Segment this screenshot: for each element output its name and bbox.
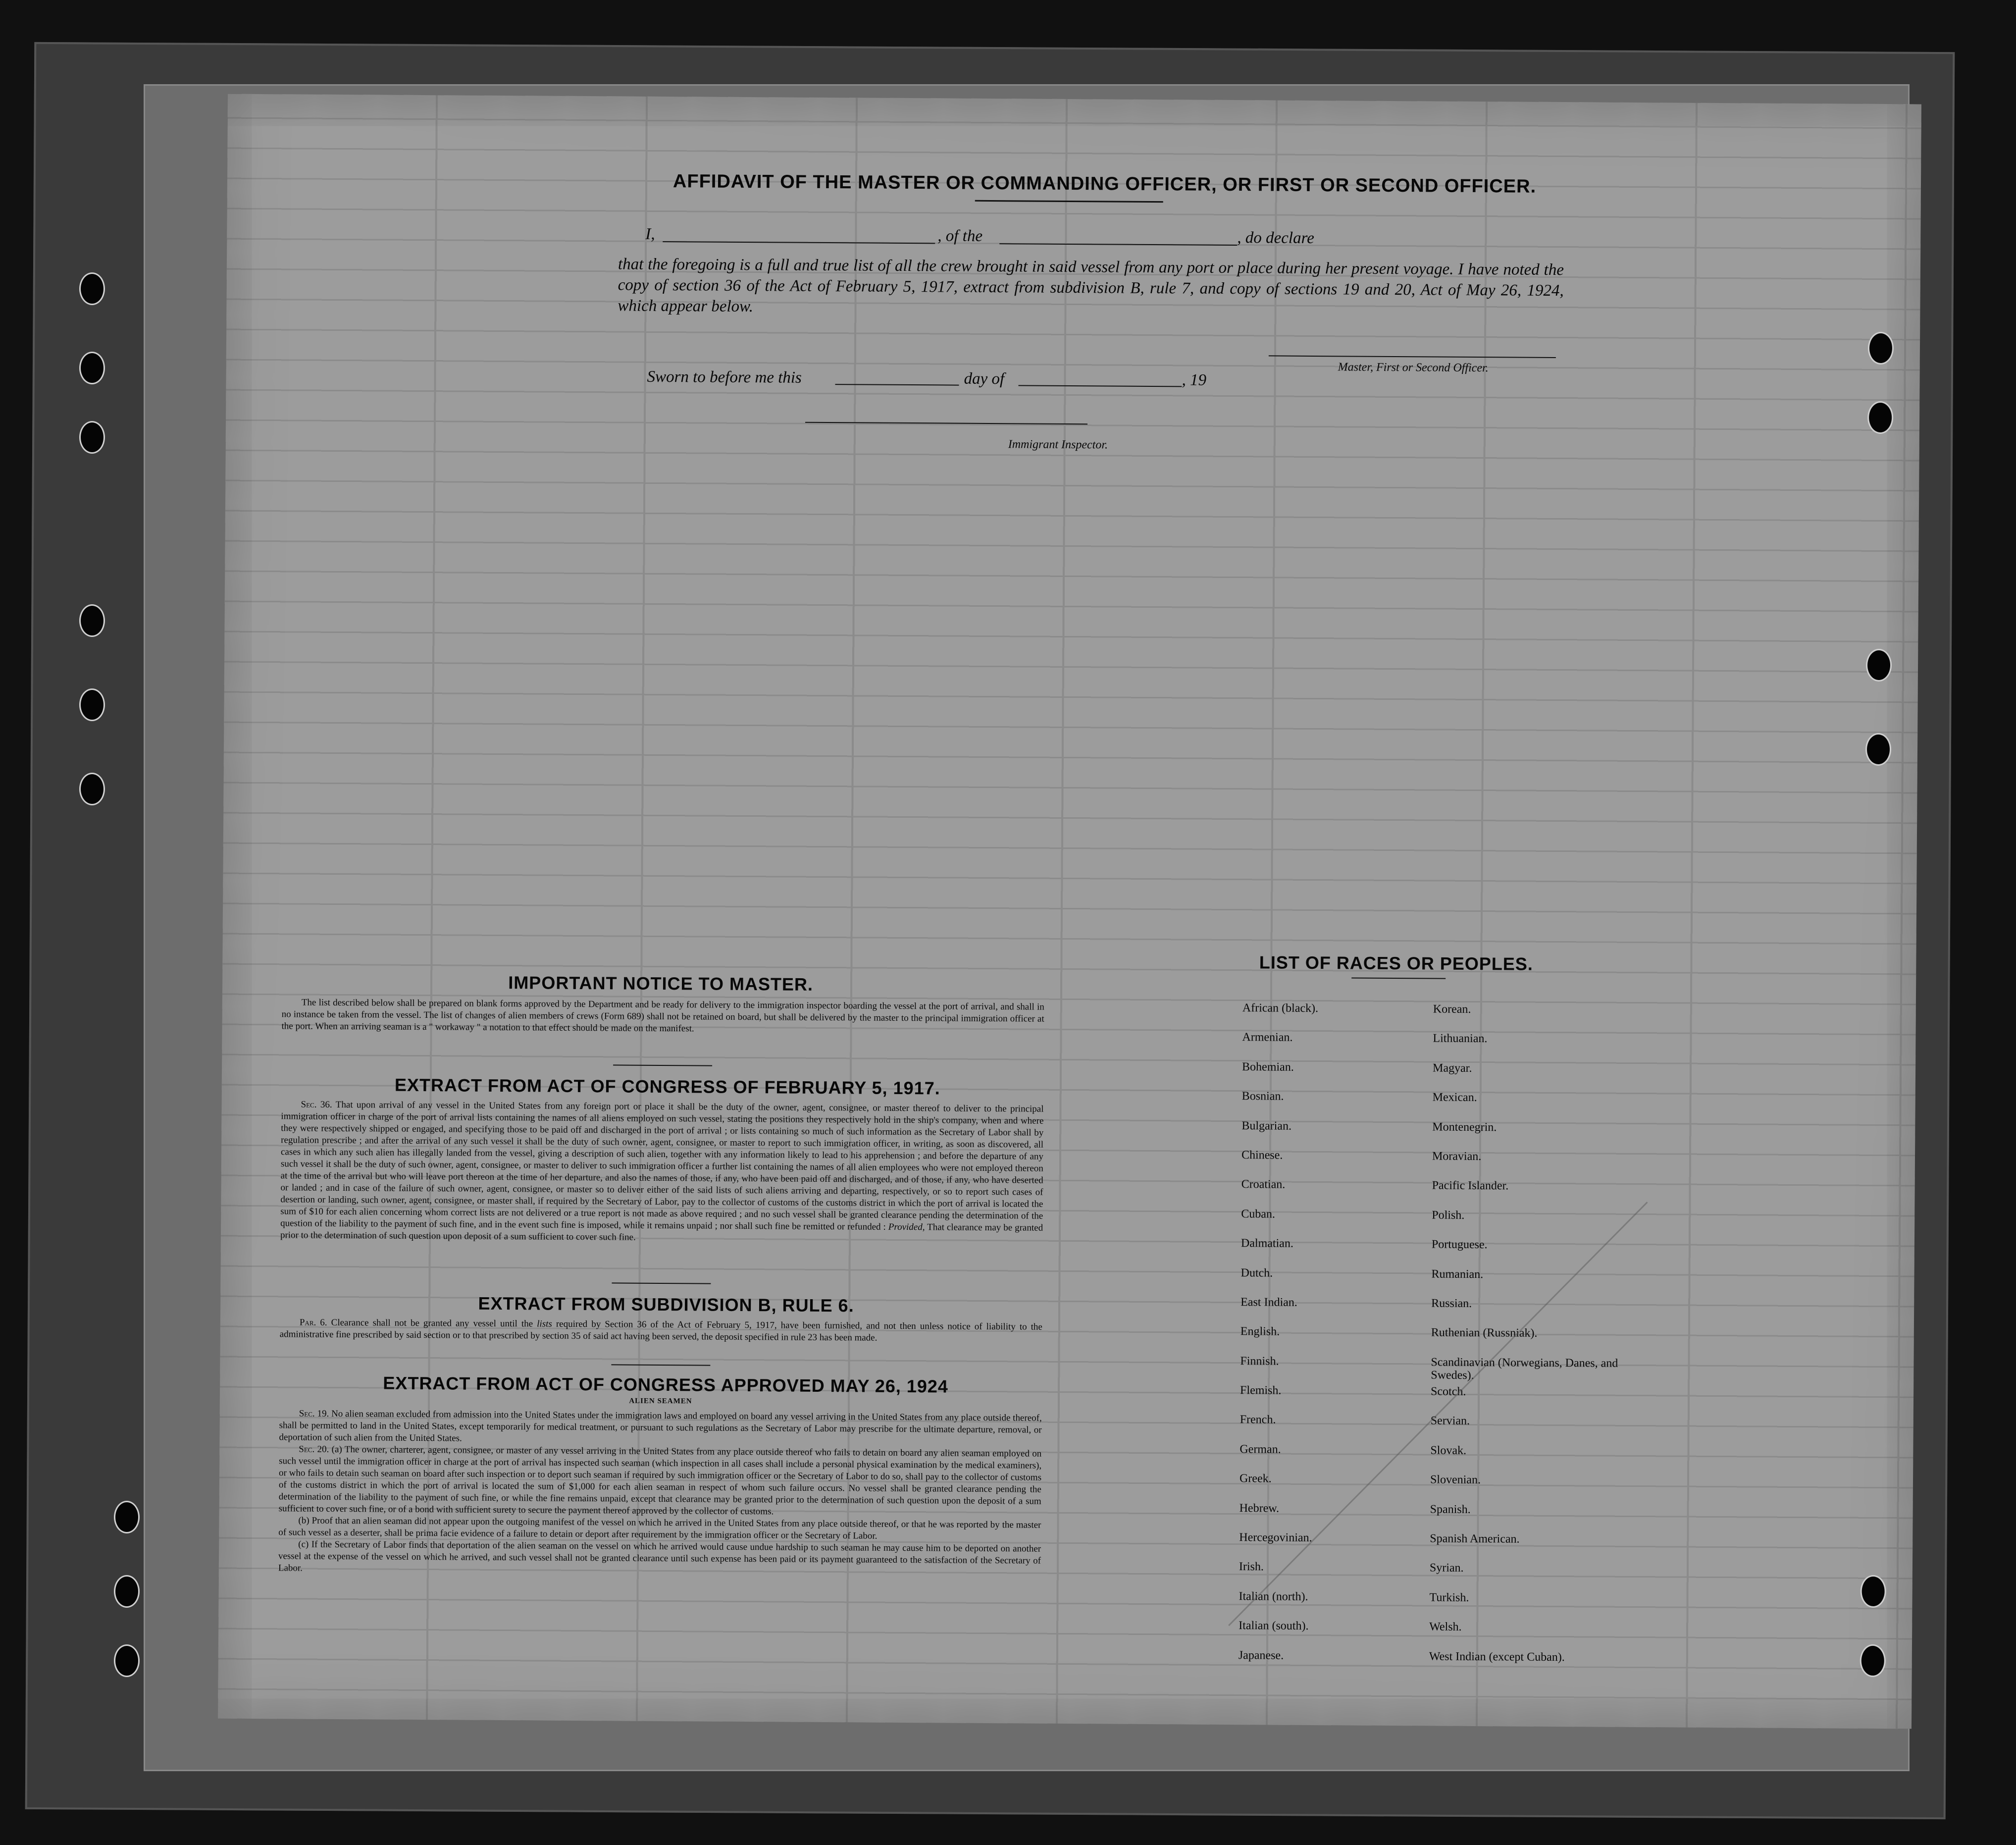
race-item: Korean.: [1433, 1002, 1471, 1016]
sec20b-paragraph: (b) Proof that an alien seaman did not appear upon the outgoing manifest of the vessel on which he arrived in the United States from any place outside thereof, or that he was reported by the master of such vessel as a deserter, shall be prima facie evidence of a failure to detain or deport after requirement by the immigration officer or the Secretary of Labor.: [278, 1515, 1041, 1541]
race-item: Dutch.: [1241, 1266, 1273, 1280]
race-item: Mexican.: [1432, 1091, 1477, 1105]
race-item: Italian (south).: [1239, 1619, 1309, 1633]
alien-seamen-subtitle: ALIEN SEAMEN: [629, 1397, 692, 1406]
punch-hole: [79, 604, 105, 637]
notice-paragraph: The list described below shall be prepared on blank forms approved by the Department and be ready for delivery to the immigration inspector boarding the vessel at the port of arrival, and shall in no instance be taken from the vessel. The list of changes of alien members of crews (Form 689) shall not be retained on board, but shall be delivered by the master to the principal immigration officer at the port. When an arriving seaman is a " workaway " a notation to that effect should be made on the manifest.: [281, 997, 1044, 1034]
race-item: English.: [1240, 1325, 1280, 1338]
punch-hole: [1867, 401, 1893, 434]
race-item: Bohemian.: [1242, 1060, 1294, 1074]
proviso-text: That clearance may be granted prior to the determination of such question upon deposit of a sum sufficient to cover such fine.: [280, 1222, 1043, 1243]
race-item: Russian.: [1431, 1297, 1472, 1310]
sec20-label: Sec. 20.: [299, 1444, 329, 1455]
race-item: Italian (north).: [1239, 1589, 1308, 1603]
race-item: Flemish.: [1240, 1384, 1282, 1397]
race-item: Polish.: [1432, 1209, 1465, 1222]
punch-hole: [79, 773, 105, 805]
punch-hole: [114, 1501, 140, 1533]
pencil-stroke: [1209, 1190, 1657, 1638]
races-title: LIST OF RACES OR PEOPLES.: [1259, 952, 1534, 974]
race-item: Slovenian.: [1430, 1473, 1481, 1487]
sec20a-paragraph: [279, 1443, 1042, 1519]
punch-hole: [79, 352, 105, 384]
extract-1924-body: [278, 1408, 1042, 1579]
punch-hole: [79, 272, 105, 305]
par6-text-b: required by Section 36 of the Act of February 5, 1917, have been furnished, and not then unless notice of liability to the administrative fine prescribed by said section or to that prescribed by section 35 of said act having been served, the deposit specified in rule 23 has been made.: [279, 1318, 1042, 1343]
notice-body: [281, 997, 1044, 1037]
punch-hole: [1866, 649, 1892, 682]
race-item: Cuban.: [1241, 1207, 1276, 1221]
race-item: Moravian.: [1432, 1150, 1482, 1163]
race-item: Slovak.: [1430, 1444, 1467, 1457]
race-item: Syrian.: [1429, 1561, 1464, 1575]
race-item: East Indian.: [1241, 1296, 1297, 1309]
affidavit-body: that the foregoing is a full and true list of all the crew brought in said vessel from any port or place during her present voyage. I have noted the copy of section 36 of the Act of February 5, 1917, extract from subdivision B, rule 7, and copy of sections 19 and 20, Act of May 26, 1924, which appear below.: [618, 255, 1564, 316]
race-item: Spanish.: [1430, 1503, 1471, 1516]
race-item: Rumanian.: [1431, 1267, 1484, 1281]
race-item: Bosnian.: [1241, 1090, 1284, 1103]
extract-1917-title: EXTRACT FROM ACT OF CONGRESS OF FEBRUARY 5, 1917.: [394, 1074, 940, 1099]
affidavit-title: AFFIDAVIT OF THE MASTER OR COMMANDING OFFICER, OR FIRST OR SECOND OFFICER.: [672, 171, 1537, 197]
race-item: Magyar.: [1433, 1061, 1472, 1075]
punch-hole: [1868, 332, 1894, 365]
par6-paragraph: [280, 1317, 1042, 1345]
sworn-year-label: , 19: [1182, 371, 1207, 389]
affidavit-form-page: [218, 94, 1921, 1729]
race-item: Japanese.: [1238, 1648, 1284, 1662]
par6-text-a: Clearance shall not be granted any vessel until the: [331, 1317, 533, 1329]
race-item: Welsh.: [1429, 1620, 1462, 1634]
lists-word: lists: [537, 1318, 552, 1329]
par6-label: Par. 6.: [299, 1317, 327, 1328]
race-item: Finnish.: [1240, 1354, 1279, 1368]
punch-hole: [114, 1644, 140, 1677]
affidavit-i: I,: [645, 225, 655, 243]
sec36-paragraph: [280, 1099, 1044, 1246]
sec20c-paragraph: (c) If the Secretary of Labor finds that deportation of the alien seaman on the vessel on which he arrived would cause undue hardship to such seaman he may cause him to be deported on another vessel at the expense of the vessel on which he arrived, and such vessel shall not be granted clearance until such expense has been paid or its payment guaranteed to the satisfaction of the Secretary of Labor.: [278, 1539, 1041, 1574]
proviso-label: Provided,: [888, 1221, 925, 1233]
race-item: Spanish American.: [1430, 1532, 1520, 1546]
race-item: Turkish.: [1429, 1591, 1469, 1604]
race-item: African (black).: [1242, 1002, 1319, 1015]
race-item: Chinese.: [1241, 1149, 1283, 1162]
sec20a-text: (a) The owner, charterer, agent, consignee, or master of any vessel arriving in the United States from any place outside thereof who fails to detain on board any alien seaman employed on such vessel until the immigration officer in charge at the port of arrival has inspected such seaman (which inspection in all cases shall include a personal physical examination by the medical examiners), or who fails to detain such seaman on board after such inspection or to deport such seaman if required by such immigration officer or the Secretary of Labor to do so, shall pay to the collector of customs of the customs district in which the port of arrival is located the sum of $1,000 for each alien seaman in respect of whom such failure occurs. No vessel shall be granted clearance pending the determination of the liability to the payment of such fine, or while the fine remains unpaid, except that clearance may be granted prior to the determination of such question upon the deposit of a sum sufficient to cover such fine, or of a bond with sufficient surety to secure the payment thereof approved by the collector of customs.: [278, 1444, 1042, 1517]
race-item: Portuguese.: [1431, 1238, 1488, 1252]
race-item: West Indian (except Cuban).: [1429, 1650, 1565, 1664]
race-item: Bulgarian.: [1241, 1119, 1292, 1133]
punch-hole: [1860, 1644, 1886, 1677]
punch-hole: [1865, 733, 1891, 766]
race-item: Irish.: [1239, 1560, 1264, 1574]
extract-1917-body: [280, 1099, 1044, 1246]
race-item: Dalmatian.: [1241, 1237, 1293, 1250]
extract-rule6-body: [280, 1317, 1042, 1345]
race-item: Armenian.: [1242, 1031, 1293, 1045]
race-item: Pacific Islander.: [1432, 1179, 1509, 1193]
race-item: Ruthenian (Russniak).: [1431, 1326, 1538, 1340]
punch-hole: [114, 1575, 140, 1608]
sworn-day-label: day of: [964, 369, 1005, 388]
sworn-prefix: Sworn to before me this: [647, 368, 802, 387]
sec19-label: Sec. 19.: [299, 1408, 329, 1419]
notice-title: IMPORTANT NOTICE TO MASTER.: [508, 972, 814, 995]
punch-hole: [79, 421, 105, 454]
punch-hole: [1860, 1575, 1886, 1608]
race-item: Montenegrin.: [1432, 1120, 1497, 1134]
race-item: Lithuanian.: [1433, 1032, 1488, 1046]
race-item: Hebrew.: [1239, 1501, 1280, 1515]
sec36-text: That upon arrival of any vessel in the United States from any foreign port or place it shall be the duty of the owner, agent, consignee, or master thereof to deliver to the principal immigration officer in charge of the port of arrival lists containing the names of all aliens employed on such vessel, stating the positions they respectively hold in the ship's company, when and where they were respectively shipped or engaged, and specifying those to be paid off and discharged in the port of arrival ; or lists containing so much of such information as the Secretary of Labor shall by regulation prescribe ; and after the arrival of any such vessel it shall be the duty of such owner, agent, consignee, or master to report to such immigration officer, in writing, as soon as discovered, all cases in which any such alien has illegally landed from the vessel, giving a description of such alien, together with any information likely to lead to his apprehension ; and before the departure of any such vessel it shall be the duty of such owner, agent, consignee, or master to deliver to such immigration officer a further list containing the names of all alien employees who were not employed thereon at the time of the arrival but who will leave port thereon at the time of her departure, and also the names of those, if any, who have been paid off and discharged, and of those, if any, who have deserted or landed ; and in case of the failure of such owner, agent, consignee, or master so to deliver either of the said lists of such aliens arriving and departing, respectively, or so to report such cases of desertion or landing, such owner, agent, consignee, or master shall, if required by the Secretary of Labor, pay to the collector of customs of the customs district in which the port of arrival is located the sum of $10 for each alien concerning whom correct lists are not delivered or a true report is not made as above required ; and no such vessel shall be granted clearance pending the determination of the question of the liability to the payment of such fine, and in the event such fine is imposed, while it remains unpaid ; nor shall such fine be remitted or refunded :: [280, 1099, 1044, 1232]
sec36-label: Sec. 36.: [301, 1099, 332, 1110]
race-item: Servian.: [1430, 1414, 1470, 1428]
sec19-paragraph: [279, 1408, 1041, 1448]
extract-1924-title: EXTRACT FROM ACT OF CONGRESS APPROVED MAY 26, 1924: [383, 1372, 949, 1397]
race-item: German.: [1240, 1442, 1281, 1456]
race-item: Scotch.: [1431, 1385, 1466, 1398]
extract-rule6-title: EXTRACT FROM SUBDIVISION B, RULE 6.: [478, 1293, 854, 1316]
race-item: Greek.: [1239, 1472, 1272, 1485]
affidavit-of-the: , of the: [937, 227, 983, 245]
race-item: Scandinavian (Norwegians, Danes, and Swedes).: [1431, 1356, 1618, 1382]
affidavit-declare: , do declare: [1237, 229, 1314, 247]
inspector-label: Immigrant Inspector.: [1008, 438, 1108, 452]
race-item: Hercegovinian.: [1239, 1531, 1312, 1545]
sec19-text: No alien seaman excluded from admission into the United States under the immigration laws and employed on board any vessel arriving in the United States from any place outside thereof, shall be permitted to land in the United States, except temporarily for medical treatment, or pursuant to such regulations as the Secretary of Labor may prescribe for the ultimate departure, removal, or deportation of such alien from the United States.: [279, 1408, 1042, 1444]
signature-label: Master, First or Second Officer.: [1338, 361, 1489, 375]
punch-hole: [79, 688, 105, 721]
race-item: French.: [1240, 1413, 1276, 1427]
race-item: Croatian.: [1241, 1178, 1286, 1192]
